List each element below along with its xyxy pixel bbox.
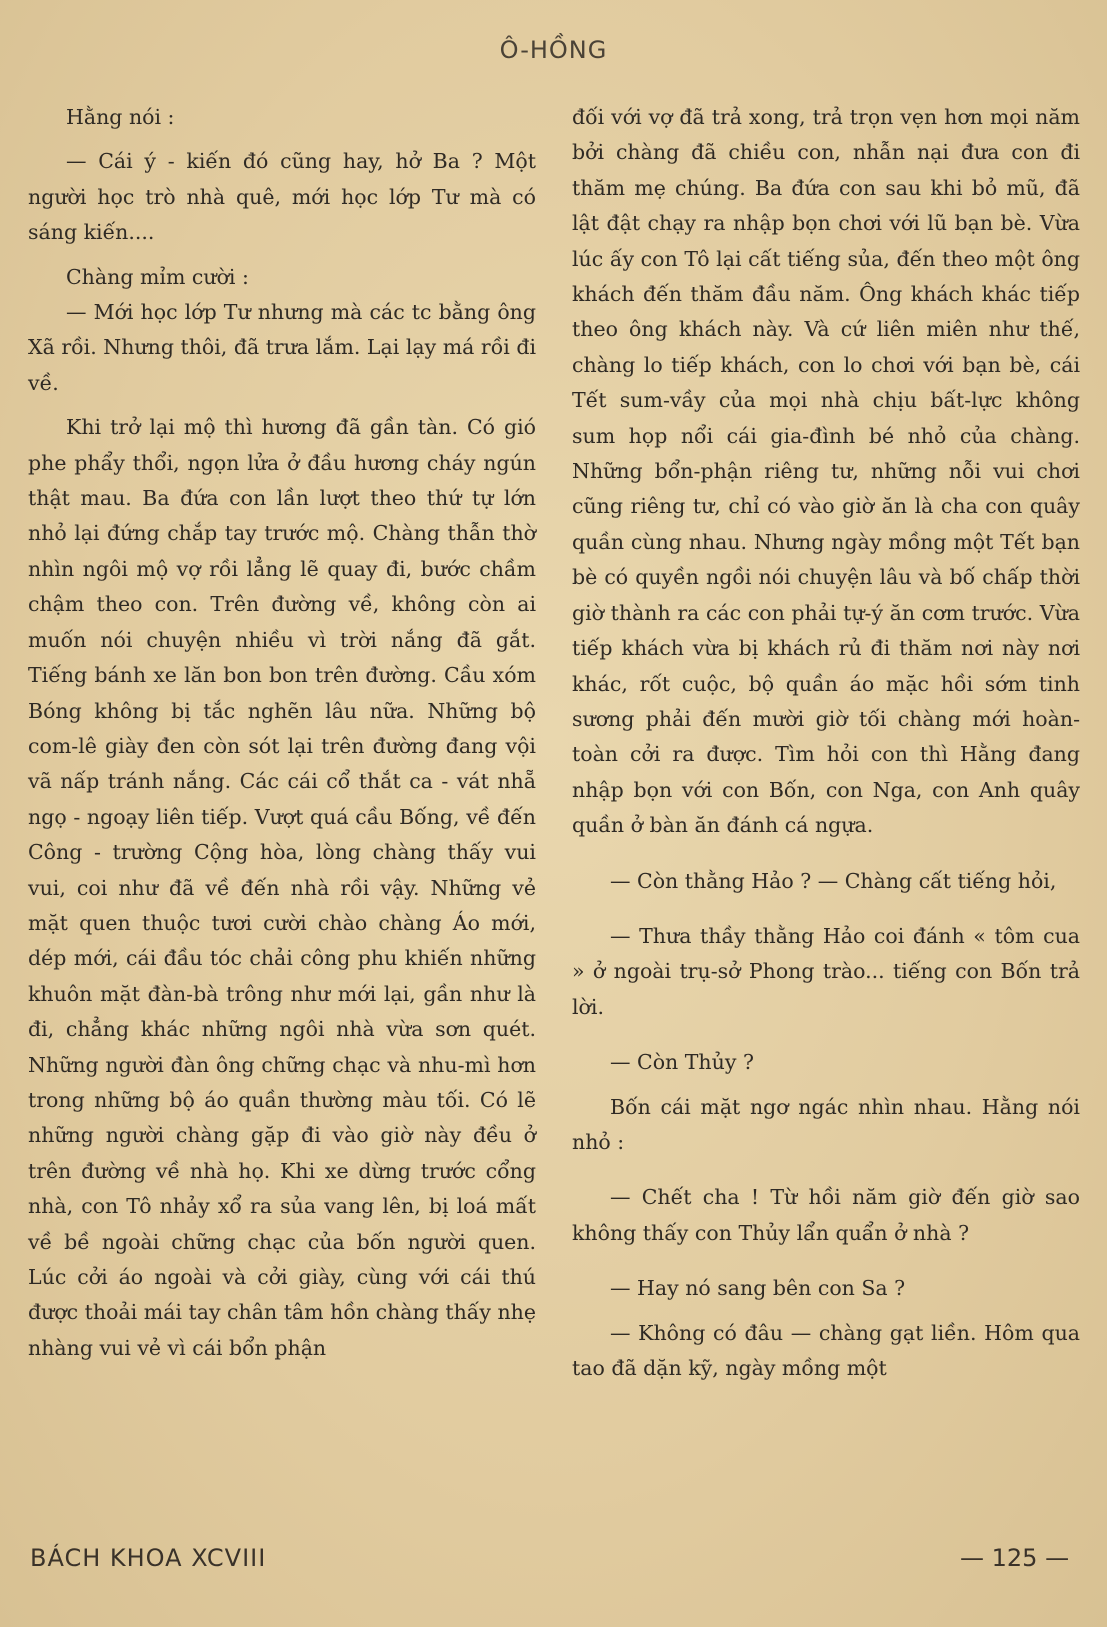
paragraph: — Cái ý - kiến đó cũng hay, hở Ba ? Một người học trò nhà quê, mới học lớp Tư mà có sáng kiến.... <box>28 149 536 245</box>
paragraph: Chàng mỉm cười : <box>66 264 249 289</box>
paragraph: — Không có đâu — chàng gạt liền. Hôm qua tao đã dặn kỹ, ngày mồng một <box>572 1320 1080 1380</box>
paragraph: — Hay nó sang bên con Sa ? <box>610 1276 906 1301</box>
paragraph: — Còn thằng Hảo ? — Chàng cất tiếng hỏi, <box>610 868 1057 893</box>
page-number: — 125 — <box>960 1544 1070 1572</box>
left-column <box>28 100 536 1366</box>
paragraph: — Mới học lớp Tư nhưng mà các tc bằng ông Xã rồi. Nhưng thôi, đã trưa lắm. Lại lạy má rồi đi về. <box>28 300 536 395</box>
paragraph: — Còn Thủy ? <box>610 1050 754 1075</box>
paragraph: Bốn cái mặt ngơ ngác nhìn nhau. Hằng nói nhỏ : <box>572 1094 1080 1154</box>
running-title: Ô-HỒNG <box>499 36 608 64</box>
right-column <box>572 100 1080 1386</box>
magazine-name: BÁCH KHOA XCVIII <box>30 1544 267 1572</box>
paragraph: — Chết cha ! Từ hồi năm giờ đến giờ sao không thấy con Thủy lẩn quẩn ở nhà ? <box>572 1185 1080 1245</box>
paragraph: — Thưa thầy thằng Hảo coi đánh « tôm cua » ở ngoài trụ-sở Phong trào... tiếng con Bốn trả lời. <box>572 923 1080 1019</box>
paragraph: đối với vợ đã trả xong, trả trọn vẹn hơn mọi năm bởi chàng đã chiều con, nhẫn nại đưa con đi thăm mẹ chúng. Ba đứa con sau khi bỏ mũ, đã lật đật chạy ra nhập bọn chơi với lũ bạn bè. Vừa lúc ấy con Tô lại cất tiếng sủa, đến theo một ông khách đến thăm đầu năm. Ông khách khác tiếp theo ông khách này. Và cứ liên miên như thế, chàng lo tiếp khách, con lo chơi với bạn bè, cái Tết sum-vầy của mọi nhà chịu bất-lực không sum họp nổi cái gia-đình bé nhỏ của chàng. Những bổn-phận riêng tư, những nỗi vui chơi cũng riêng tư, chỉ có vào giờ ăn là cha con quây quần cùng nhau. Nhưng ngày mồng một Tết bạn bè có quyền ngồi nói chuyện lâu và bố chấp thời giờ thành ra các con phải tự-ý ăn cơm trước. Vừa tiếp khách vừa bị khách rủ đi thăm nơi này nơi khác, rốt cuộc, bộ quần áo mặc hồi sớm tinh sương phải đến mười giờ tối chàng mới hoàn-toàn cởi ra được. Tìm hỏi con thì Hằng đang nhập bọn với con Bốn, con Nga, con Anh quây quần ở bàn ăn đánh cá ngựa. <box>572 105 1080 838</box>
paragraph: Khi trở lại mộ thì hương đã gần tàn. Có gió phe phẩy thổi, ngọn lửa ở đầu hương cháy ngún thật mau. Ba đứa con lần lượt theo thứ tự lớn nhỏ lại đứng chắp tay trước mộ. Chàng thẫn thờ nhìn ngôi mộ vợ rồi lẳng lẽ quay đi, bước chầm chậm theo con. Trên đường về, không còn ai muốn nói chuyện nhiều vì trời nắng đã gắt. Tiếng bánh xe lăn bon bon trên đường. Cầu xóm Bóng không bị tắc nghẽn lâu nữa. Những bộ com-lê giày đen còn sót lại trên đường đang vội vã nấp tránh nắng. Các cái cổ thắt ca - vát nhẵ ngọ - ngoạy liên tiếp. Vượt quá cầu Bống, về đến Công - trường Cộng hòa, lòng chàng thấy vui vui, coi như đã về đến nhà rồi vậy. Những vẻ mặt quen thuộc tươi cười chào chàng Áo mới, dép mới, cái đầu tóc chải công phu khiến những khuôn mặt đàn-bà trông như mới lại, gần như là đi, chẳng khác những ngôi nhà vừa sơn quét. Những người đàn ông chững chạc và nhu-mì hơn trong những bộ áo quần thường màu tối. Có lẽ những người chàng gặp đi vào giờ này đều ở trên đường về nhà họ. Khi xe dừng trước cổng nhà, con Tô nhảy xổ ra sủa vang lên, bị loá mất về bề ngoài chững chạc của bốn người quen. Lúc cởi áo ngoài và cởi giày, cùng với cái thú được thoải mái tay chân tâm hồn chàng thấy nhẹ nhàng vui vẻ vì cái bổn phận <box>28 415 536 1360</box>
paragraph: Hằng nói : <box>66 105 175 129</box>
